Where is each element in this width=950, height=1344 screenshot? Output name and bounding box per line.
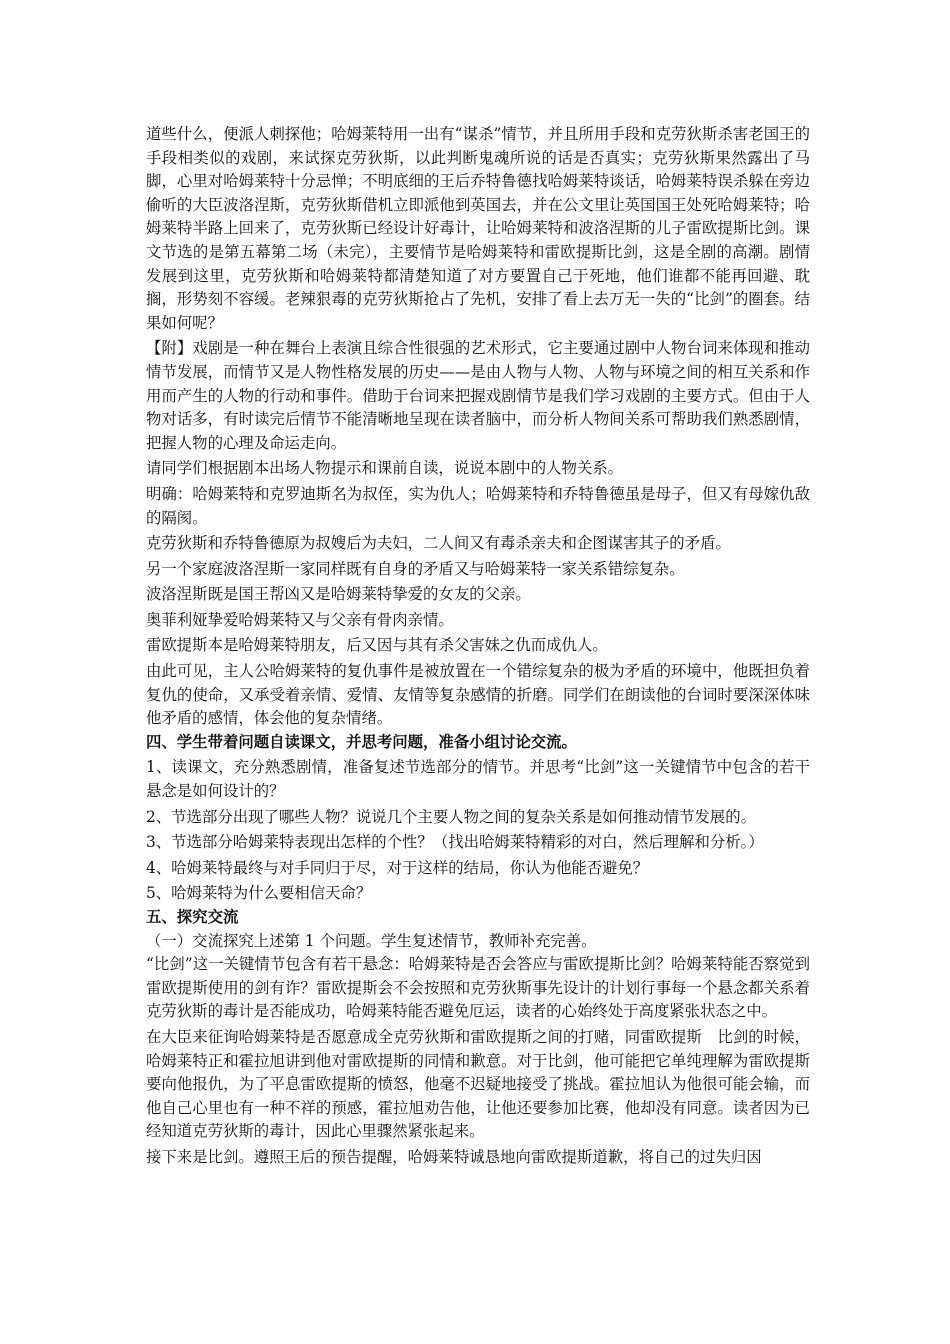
paragraph-plot-summary: 道些什么，便派人刺探他；哈姆莱特用一出有“谋杀”情节，并且所用手段和克劳狄斯杀害老国王的手段相类似的戏剧，来试探克劳狄斯，以此判断鬼魂所说的话是否真实；克劳狄斯果然露出了马脚，心里对哈姆莱特十分忌惮；不明底细的王后乔特鲁德找哈姆莱特谈话，哈姆莱特误杀躲在旁边偷听的大臣波洛涅斯，克劳狄斯借机立即派他到英国去，并在公文里让英国国王处死哈姆莱特；哈姆莱特半路上回来了，克劳狄斯已经设计好毒计，让哈姆莱特和波洛涅斯的儿子雷欧提斯比剑。课文节选的是第五幕第二场（未完），主要情节是哈姆莱特和雷欧提斯比剑，这是全剧的高潮。剧情发展到这里，克劳狄斯和哈姆莱特都清楚知道了对方要置自己于死地，他们谁都不能再回避、耽搁，形势刻不容缓。老辣狠毒的克劳狄斯抢占了先机，安排了看上去万无一失的“比剑”的圈套。结果如何呢？ bbox=[146, 125, 810, 332]
paragraph-prompt: 请同学们根据剧本出场人物提示和课前自读，说说本剧中的人物关系。 bbox=[146, 459, 624, 478]
section-heading-5: 五、探究交流 bbox=[146, 908, 239, 926]
paragraph-appendix: 【附】戏剧是一种在舞台上表演且综合性很强的艺术形式，它主要通过剧中人物台词来体现和推动情节发展，而情节又是人物性格发展的历史——是由人物与人物、人物与环境之间的相互关系和作用而产生的人物的行动和事件。借助于台词来把握戏剧情节是我们学习戏剧的主要方式。但由于人物对话多，有时读完后情节不能清晰地呈现在读者脑中，而分析人物间关系可帮助我们熟悉剧情，把握人物的心理及命运走向。 bbox=[146, 339, 810, 452]
paragraph-relation-3: 波洛涅斯既是国王帮凶又是哈姆莱特挚爱的女友的父亲。 bbox=[146, 585, 531, 604]
question-1: 1、读课文，充分熟悉剧情，准备复述节选部分的情节。并思考“比剑”这一关键情节中包含的若干悬念是如何设计的？ bbox=[146, 758, 810, 801]
document-page bbox=[146, 123, 810, 1170]
paragraph-suspense: “比剑”这一关键情节包含有若干悬念：哈姆莱特是否会答应与雷欧提斯比剑？哈姆莱特能否察觉到雷欧提斯使用的剑有诈？雷欧提斯会不会按照和克劳狄斯事先设计的计划行事每一个悬念都关系着克劳狄斯的毒计是否能成功，哈姆莱特能否避免厄运，读者的心始终处于高度紧张状态之中。 bbox=[146, 955, 810, 1021]
question-3: 3、节选部分哈姆莱特表现出怎样的个性？（找出哈姆莱特精彩的对白，然后理解和分析。） bbox=[146, 833, 764, 852]
paragraph-relation-1: 克劳狄斯和乔特鲁德原为叔嫂后为夫妇，二人间又有毒杀亲夫和企图谋害其子的矛盾。 bbox=[146, 534, 731, 553]
section-heading-4: 四、学生带着问题自读课文，并思考问题，准备小组讨论交流。 bbox=[146, 732, 577, 751]
paragraph-answer: 明确：哈姆莱特和克罗迪斯名为叔侄，实为仇人；哈姆莱特和乔特鲁德虽是母子，但又有母嫁仇敌的隔阂。 bbox=[146, 484, 810, 527]
subsection-1: （一）交流探究上述第 1 个问题。学生复述情节，教师补充完善。 bbox=[146, 931, 597, 950]
question-2: 2、节选部分出现了哪些人物？说说几个主要人物之间的复杂关系是如何推动情节发展的。 bbox=[146, 807, 757, 826]
paragraph-conclusion: 由此可见，主人公哈姆莱特的复仇事件是被放置在一个错综复杂的极为矛盾的环境中，他既担负着复仇的使命，又承受着亲情、爱情、友情等复杂感情的折磨。同学们在朗读他的台词时要深深体味他矛盾的感情，体会他的复杂情绪。 bbox=[146, 662, 810, 728]
paragraph-minister: 在大臣来征询哈姆莱特是否愿意成全克劳狄斯和雷欧提斯之间的打赌，同雷欧提斯 比剑的时候，哈姆莱特正和霍拉旭讲到他对雷欧提斯的同情和歉意。对于比剑，他可能把它单纯理解为雷欧提斯要向他报仇，为了平息雷欧提斯的愤怒，他毫不迟疑地接受了挑战。霍拉旭认为他很可能会输，而他自己心里也有一种不祥的预感，霍拉旭劝告他，让他还要参加比赛，他却没有同意。读者因为已经知道克劳狄斯的毒计，因此心里骤然紧张起来。 bbox=[146, 1027, 810, 1141]
paragraph-relation-5: 雷欧提斯本是哈姆莱特朋友，后又因与其有杀父害妹之仇而成仇人。 bbox=[146, 636, 608, 655]
paragraph-relation-2: 另一个家庭波洛涅斯一家同样既有自身的矛盾又与哈姆莱特一家关系错综复杂。 bbox=[146, 559, 685, 578]
question-4: 4、哈姆莱特最终与对手同归于尽，对于这样的结局，你认为他能否避免？ bbox=[146, 858, 649, 877]
question-5: 5、哈姆莱特为什么要相信天命？ bbox=[146, 884, 372, 903]
paragraph-duel: 接下来是比剑。遵照王后的预告提醒，哈姆莱特诚恳地向雷欧提斯道歉，将自己的过失归因 bbox=[146, 1147, 762, 1166]
paragraph-relation-4: 奥菲利娅挚爱哈姆莱特又与父亲有骨肉亲情。 bbox=[146, 610, 454, 629]
